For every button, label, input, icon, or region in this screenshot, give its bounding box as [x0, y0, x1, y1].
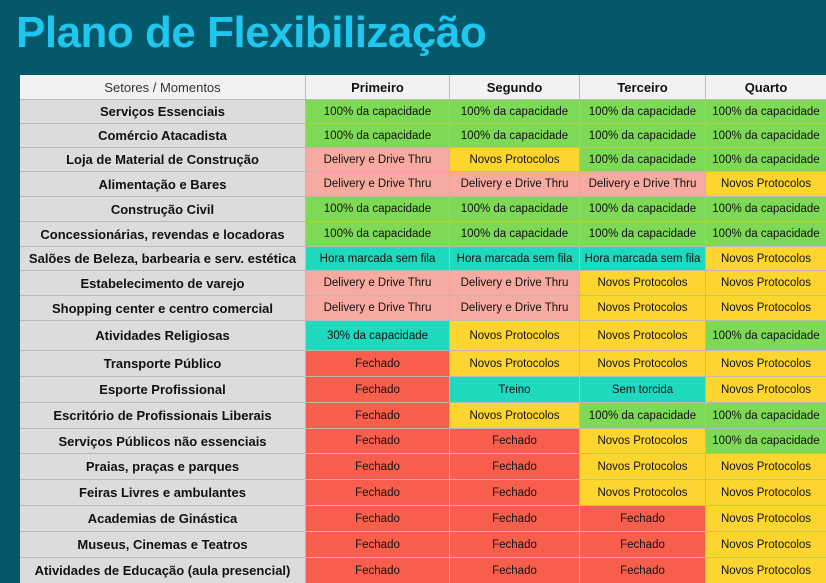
status-cell: Fechado: [306, 558, 449, 583]
sector-label: Alimentação e Bares: [20, 172, 305, 196]
status-cell: Novos Protocolos: [450, 351, 579, 376]
status-cell: Fechado: [580, 506, 705, 531]
status-cell: Fechado: [450, 454, 579, 479]
status-cell: 100% da capacidade: [580, 124, 705, 147]
status-cell: Fechado: [306, 532, 449, 557]
sector-label: Concessionárias, revendas e locadoras: [20, 222, 305, 246]
status-cell: 100% da capacidade: [706, 197, 826, 221]
status-cell: Delivery e Drive Thru: [306, 148, 449, 171]
status-cell: Novos Protocolos: [580, 454, 705, 479]
sector-label: Escritório de Profissionais Liberais: [20, 403, 305, 428]
sector-label: Academias de Ginástica: [20, 506, 305, 531]
status-cell: 100% da capacidade: [306, 100, 449, 123]
status-cell: 100% da capacidade: [450, 222, 579, 246]
status-cell: Treino: [450, 377, 579, 402]
status-cell: Fechado: [450, 480, 579, 505]
status-cell: Novos Protocolos: [706, 532, 826, 557]
status-cell: Delivery e Drive Thru: [450, 271, 579, 295]
status-cell: 100% da capacidade: [306, 197, 449, 221]
status-cell: 100% da capacidade: [580, 222, 705, 246]
sector-label: Esporte Profissional: [20, 377, 305, 402]
status-cell: Fechado: [306, 480, 449, 505]
sector-label: Comércio Atacadista: [20, 124, 305, 147]
status-cell: 100% da capacidade: [450, 124, 579, 147]
status-cell: Novos Protocolos: [450, 403, 579, 428]
status-cell: Hora marcada sem fila: [306, 247, 449, 270]
status-cell: 100% da capacidade: [706, 403, 826, 428]
status-cell: 100% da capacidade: [706, 148, 826, 171]
status-cell: Novos Protocolos: [580, 480, 705, 505]
status-cell: 100% da capacidade: [580, 197, 705, 221]
sector-label: Serviços Essenciais: [20, 100, 305, 123]
status-cell: 100% da capacidade: [450, 197, 579, 221]
status-cell: 100% da capacidade: [580, 403, 705, 428]
sector-label: Transporte Público: [20, 351, 305, 376]
status-cell: Fechado: [306, 429, 449, 453]
status-cell: Novos Protocolos: [706, 247, 826, 270]
status-cell: Sem torcida: [580, 377, 705, 402]
status-cell: Fechado: [306, 506, 449, 531]
header-phase: Segundo: [450, 75, 579, 99]
status-cell: Delivery e Drive Thru: [306, 172, 449, 196]
status-cell: 100% da capacidade: [706, 429, 826, 453]
status-cell: Novos Protocolos: [706, 506, 826, 531]
status-cell: 100% da capacidade: [580, 148, 705, 171]
status-cell: 100% da capacidade: [706, 321, 826, 350]
status-cell: Delivery e Drive Thru: [450, 172, 579, 196]
status-cell: Fechado: [306, 377, 449, 402]
status-cell: Fechado: [450, 558, 579, 583]
status-cell: Novos Protocolos: [706, 351, 826, 376]
status-cell: Novos Protocolos: [580, 271, 705, 295]
status-cell: Fechado: [580, 532, 705, 557]
status-cell: Novos Protocolos: [706, 558, 826, 583]
status-cell: Novos Protocolos: [580, 296, 705, 320]
status-cell: Fechado: [306, 403, 449, 428]
sector-label: Praias, praças e parques: [20, 454, 305, 479]
sector-label: Museus, Cinemas e Teatros: [20, 532, 305, 557]
status-cell: 100% da capacidade: [306, 222, 449, 246]
status-cell: Novos Protocolos: [706, 172, 826, 196]
sector-label: Shopping center e centro comercial: [20, 296, 305, 320]
status-cell: Novos Protocolos: [706, 480, 826, 505]
status-cell: 100% da capacidade: [706, 124, 826, 147]
status-cell: Delivery e Drive Thru: [580, 172, 705, 196]
status-cell: Novos Protocolos: [706, 454, 826, 479]
status-cell: 30% da capacidade: [306, 321, 449, 350]
sector-label: Loja de Material de Construção: [20, 148, 305, 171]
sector-label: Atividades de Educação (aula presencial): [20, 558, 305, 583]
status-cell: Hora marcada sem fila: [580, 247, 705, 270]
page-title: Plano de Flexibilização: [16, 8, 487, 57]
status-cell: 100% da capacidade: [580, 100, 705, 123]
status-cell: 100% da capacidade: [306, 124, 449, 147]
status-cell: Novos Protocolos: [706, 296, 826, 320]
sector-label: Atividades Religiosas: [20, 321, 305, 350]
status-cell: Novos Protocolos: [706, 271, 826, 295]
header-sectors: Setores / Momentos: [20, 75, 305, 99]
status-cell: Novos Protocolos: [450, 321, 579, 350]
header-phase: Terceiro: [580, 75, 705, 99]
status-cell: Novos Protocolos: [580, 321, 705, 350]
flexibilization-table: [20, 75, 826, 583]
sector-label: Estabelecimento de varejo: [20, 271, 305, 295]
status-cell: Novos Protocolos: [450, 148, 579, 171]
status-cell: Delivery e Drive Thru: [450, 296, 579, 320]
status-cell: Hora marcada sem fila: [450, 247, 579, 270]
status-cell: Novos Protocolos: [580, 351, 705, 376]
sector-label: Feiras Livres e ambulantes: [20, 480, 305, 505]
sector-label: Construção Civil: [20, 197, 305, 221]
header-phase: Quarto: [706, 75, 826, 99]
status-cell: Fechado: [450, 429, 579, 453]
sector-label: Serviços Públicos não essenciais: [20, 429, 305, 453]
status-cell: Delivery e Drive Thru: [306, 296, 449, 320]
sector-label: Salões de Beleza, barbearia e serv. estética: [20, 247, 305, 270]
status-cell: Novos Protocolos: [706, 377, 826, 402]
status-cell: 100% da capacidade: [450, 100, 579, 123]
status-cell: Novos Protocolos: [580, 429, 705, 453]
status-cell: Fechado: [580, 558, 705, 583]
status-cell: Fechado: [306, 454, 449, 479]
status-cell: 100% da capacidade: [706, 222, 826, 246]
status-cell: Fechado: [450, 506, 579, 531]
status-cell: Delivery e Drive Thru: [306, 271, 449, 295]
status-cell: Fechado: [306, 351, 449, 376]
header-phase: Primeiro: [306, 75, 449, 99]
status-cell: Fechado: [450, 532, 579, 557]
status-cell: 100% da capacidade: [706, 100, 826, 123]
